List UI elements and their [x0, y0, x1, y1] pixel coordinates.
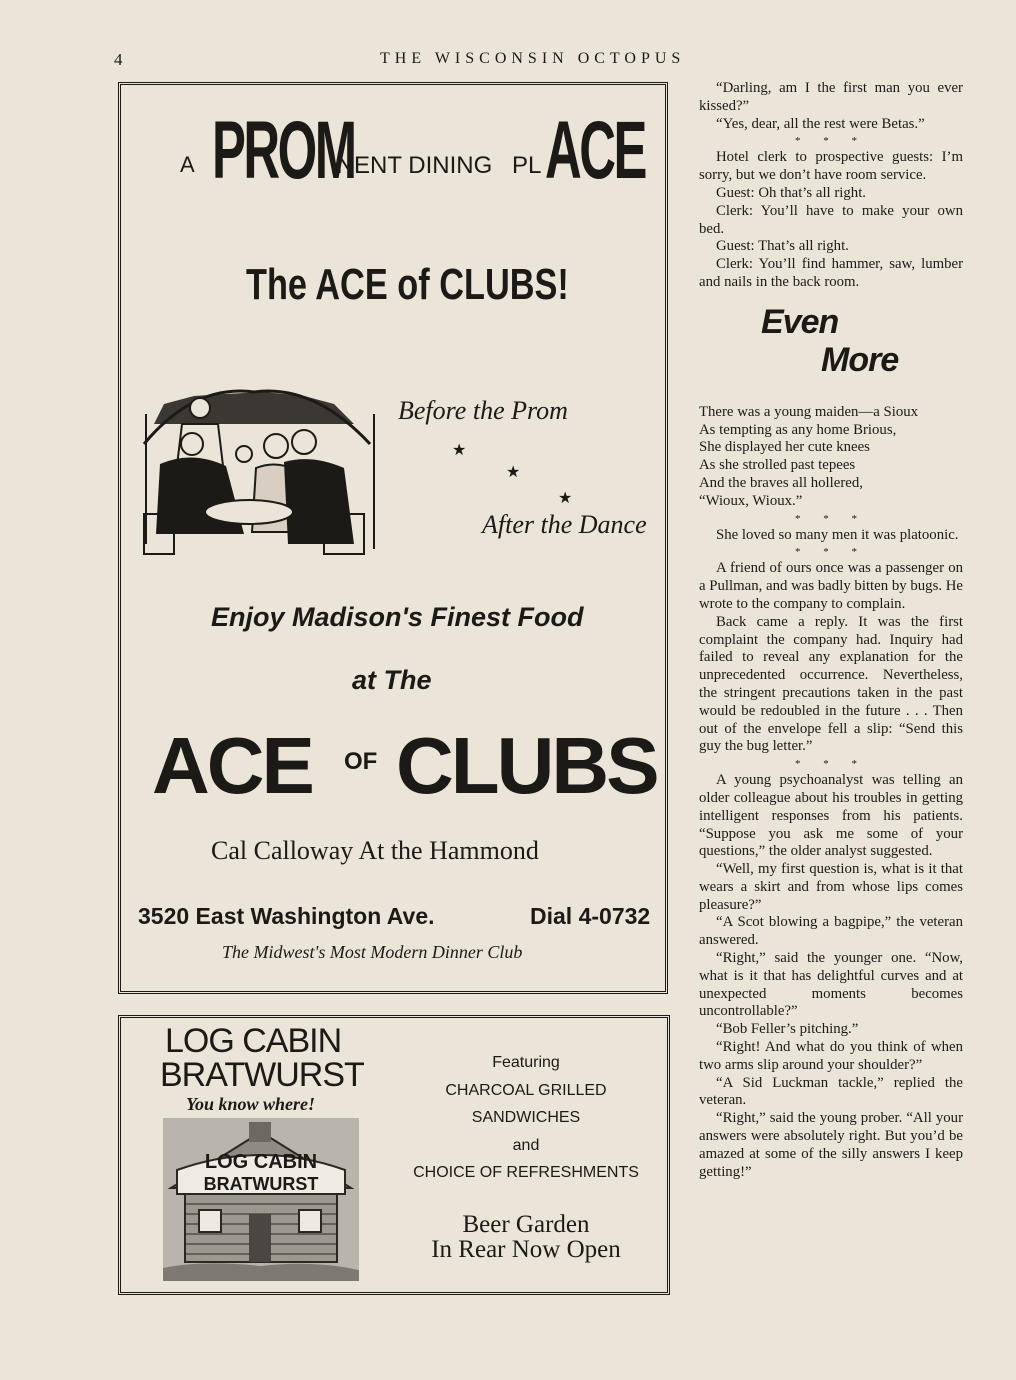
bratwurst-title: BRATWURST — [160, 1056, 364, 1094]
feature-refreshments: CHOICE OF REFRESHMENTS — [413, 1164, 639, 1181]
poem-line: As tempting as any home Brious, — [699, 421, 897, 438]
star-icon: ★ — [558, 490, 573, 507]
feature-charcoal: CHARCOAL GRILLED — [445, 1082, 607, 1099]
joke-text: “A Sid Luckman tackle,” replied the veteran. — [699, 1074, 963, 1109]
joke-text: “Bob Feller’s pitching.” — [716, 1021, 859, 1038]
diners-illustration — [134, 384, 380, 556]
after-the-dance: After the Dance — [482, 510, 647, 539]
star-icon: ★ — [452, 442, 467, 459]
poem-line: As she strolled past tepees — [699, 457, 856, 474]
joke-text: She loved so many men it was platoonic. — [716, 526, 959, 543]
prom-a: A — [180, 152, 195, 177]
joke-text: “Right,” said the younger one. “Now, what is it that has delightful curves and at unexpected moments becomes uncontrollable?” — [699, 950, 963, 1020]
address: 3520 East Washington Ave. — [138, 903, 435, 929]
joke-text: “Yes, dear, all the rest were Betas.” — [716, 115, 925, 132]
magazine-title: THE WISCONSIN OCTOPUS — [380, 50, 686, 67]
cabin-sign-line2: BRATWURST — [203, 1174, 319, 1194]
you-know-where: You know where! — [186, 1094, 316, 1114]
joke-text: A young psychoanalyst was telling an older colleague about his troubles in getting intelligent responses from his patients. “Suppose you ask me some of your questions,” the older analyst suggested. — [699, 772, 963, 860]
cal-calloway-line: Cal Calloway At the Hammond — [211, 836, 539, 865]
at-the: at The — [352, 665, 432, 695]
prom-ace: ACE — [545, 105, 645, 196]
page-number: 4 — [114, 50, 123, 69]
joke-text: “Darling, am I the first man you ever kissed?” — [699, 80, 963, 114]
joke-text: “Right! And what do you think of when two arms slip around your shoulder?” — [699, 1039, 963, 1073]
joke-text: Hotel clerk to prospective guests: I’m sorry, but we don’t have room service. — [699, 149, 963, 184]
joke-text: “Right,” said the young prober. “All your answers were absolutely right. But you’d be amazed at some of the silly answers I keep getting!” — [699, 1110, 963, 1180]
joke-text: Clerk: You’ll have to make your own bed. — [699, 202, 963, 237]
separator: * * * — [795, 758, 867, 771]
feature-and: and — [512, 1137, 540, 1154]
beer-garden-notice — [410, 1212, 642, 1262]
separator: * * * — [795, 512, 867, 525]
even-more-heading — [699, 292, 963, 404]
joke-text: A friend of ours once was a passenger on a Pullman, and was badly bitten by bugs. He wrote to the company to complain. — [699, 560, 963, 612]
poem-line: And the braves all hollered, — [699, 474, 863, 491]
more-word: More — [821, 340, 899, 379]
tagline: The Midwest's Most Modern Dinner Club — [222, 942, 523, 962]
of-word: OF — [344, 748, 378, 775]
ace-word: ACE — [152, 721, 312, 810]
phone-number: Dial 4-0732 — [530, 903, 651, 929]
star-icon: ★ — [506, 464, 521, 481]
before-the-prom: Before the Prom — [398, 396, 568, 425]
feature-sandwiches: SANDWICHES — [471, 1109, 581, 1126]
joke-text: “Well, my first question is, what is it that wears a skirt and from whose lips comes pleasure?” — [699, 861, 963, 913]
beer-garden-line2: In Rear Now Open — [431, 1236, 621, 1263]
separator: * * * — [795, 546, 867, 559]
clubs-word: CLUBS — [396, 721, 657, 810]
poem-line: There was a young maiden—a Sioux — [699, 403, 919, 420]
featuring: Featuring — [492, 1054, 560, 1071]
poem-line: She displayed her cute knees — [699, 439, 870, 456]
cabin-sign-line1: LOG CABIN — [204, 1151, 318, 1173]
poem-line: “Wioux, Wioux.” — [699, 492, 803, 509]
enjoy-line: Enjoy Madison's Finest Food — [211, 602, 584, 632]
beer-garden-line1: Beer Garden — [462, 1211, 590, 1238]
prom-inent-dining: INENT DINING — [330, 152, 493, 179]
joke-text: “A Scot blowing a bagpipe,” the veteran answered. — [699, 914, 963, 949]
joke-text: Guest: That’s all right. — [716, 238, 849, 255]
prom-pl: PL — [512, 152, 542, 179]
joke-text: Guest: Oh that’s all right. — [716, 184, 867, 201]
joke-text: Clerk: You’ll find hammer, saw, lumber and nails in the back room. — [699, 256, 963, 290]
jokes-column — [699, 80, 963, 1181]
prom-word: PROM — [212, 105, 355, 196]
ace-headline: The ACE of CLUBS! — [246, 260, 569, 309]
joke-text: Back came a reply. It was the first complaint the company had. Inquiry had failed to reveal any explanation for the unprecedented occurrence. Nevertheless, the stringent precautions taken in the past would be redoubled in the future . . . Then out of the envelope fell a slip: “Send this guy the bug letter.” — [699, 613, 963, 755]
even-word: Even — [761, 302, 839, 341]
separator: * * * — [795, 135, 867, 148]
log-cabin-photo — [163, 1118, 359, 1281]
log-cabin-title: LOG CABIN — [165, 1022, 342, 1060]
